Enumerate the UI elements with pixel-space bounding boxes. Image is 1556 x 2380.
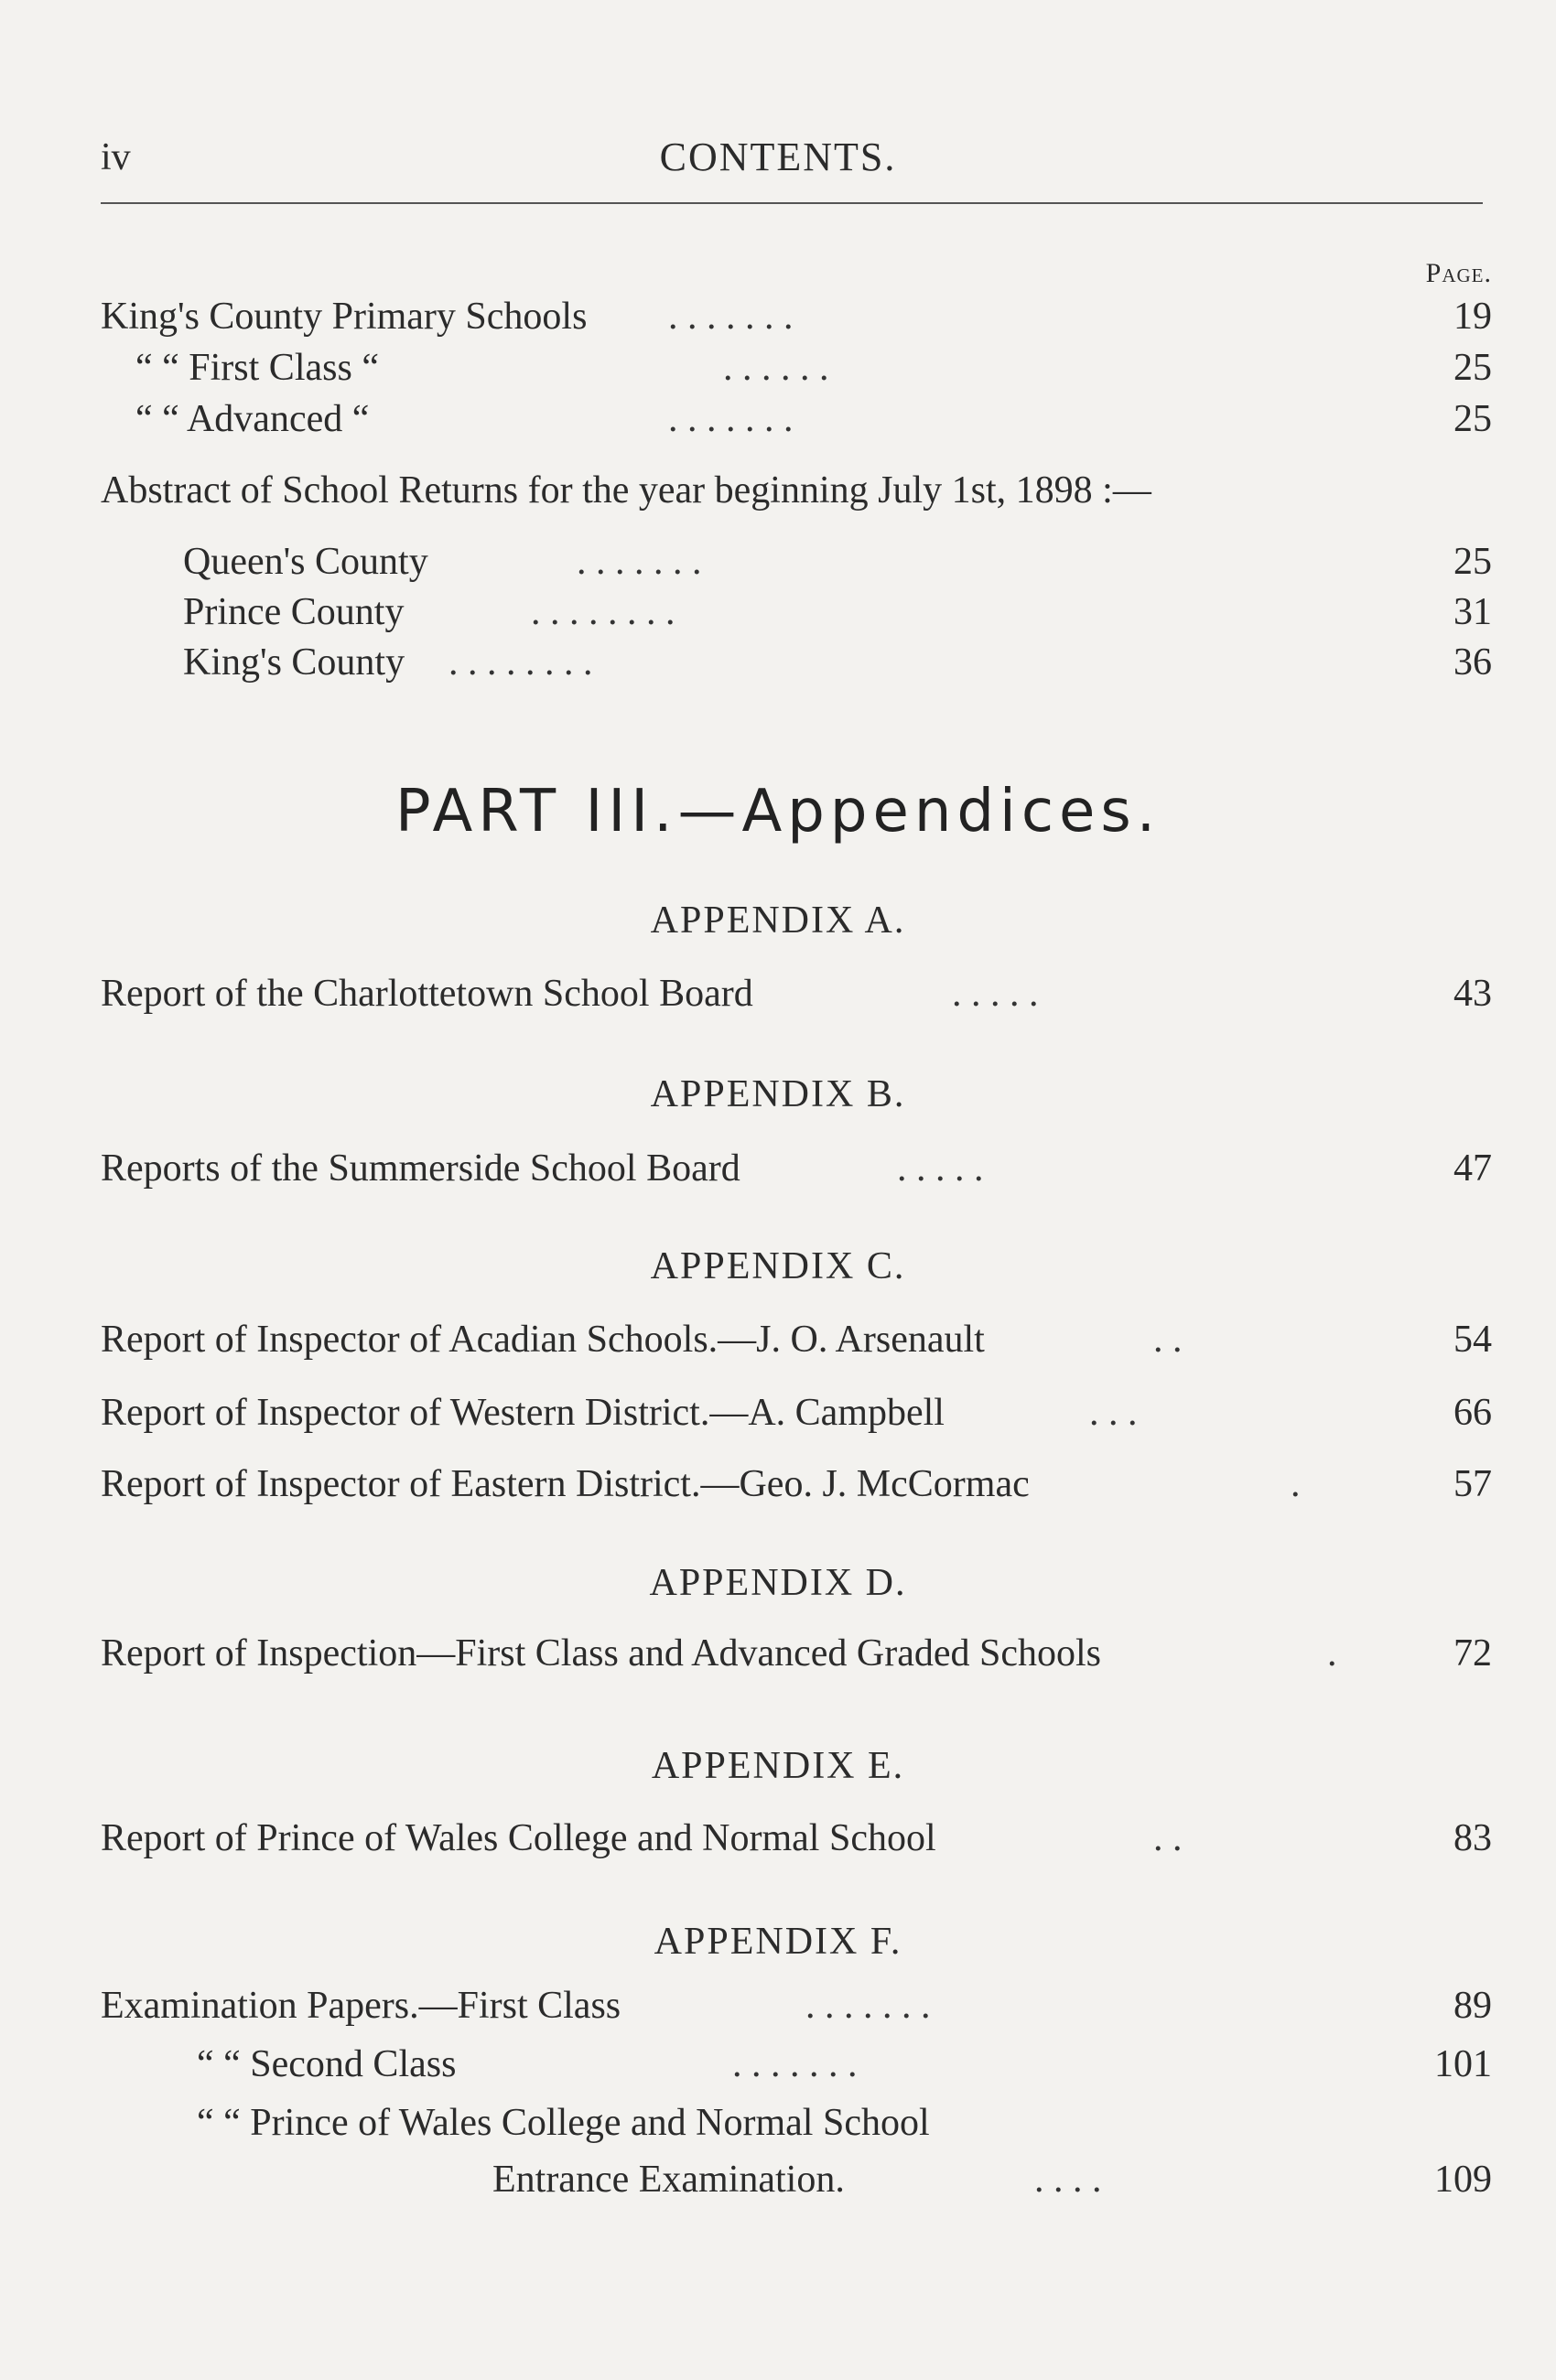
abstract-heading: Abstract of School Returns for the year beginning July 1st, 1898 :—: [101, 469, 1151, 512]
toc-entry-lead: Queen's County: [183, 541, 428, 583]
toc-entry-lead: Reports of the Summerside School Board: [101, 1147, 740, 1190]
toc-leader-dots: . . . . . .: [723, 347, 829, 389]
appendix-heading: APPENDIX B.: [650, 1073, 906, 1115]
toc-leader-dots: . . . . . . .: [577, 541, 702, 583]
toc-leader-dots: .: [1291, 1463, 1301, 1505]
toc-leader-dots: . .: [1153, 1817, 1183, 1859]
toc-entry-lead: “ “ Second Class: [197, 2043, 457, 2085]
appendix-heading: APPENDIX F.: [654, 1921, 902, 1963]
toc-entry-lead: “ “ Prince of Wales College and Normal School: [197, 2102, 930, 2144]
toc-page-number: 101: [1434, 2043, 1492, 2085]
toc-page-number: 25: [1453, 541, 1492, 583]
toc-page-number: 66: [1453, 1392, 1492, 1434]
toc-entry-lead: “ “ Advanced “: [135, 398, 370, 440]
toc-leader-dots: . . . . . . .: [668, 296, 794, 338]
toc-entry-lead: Report of Inspector of Acadian Schools.—J. O. Arsenault: [101, 1319, 985, 1361]
toc-entry-lead: Report of Inspection—First Class and Advanced Graded Schools: [101, 1632, 1101, 1675]
toc-entry-lead: Report of Inspector of Western District.—A. Campbell: [101, 1392, 945, 1434]
toc-leader-dots: . . . . . . .: [732, 2043, 858, 2085]
toc-entry-lead: Prince County: [183, 591, 405, 633]
toc-page-number: 89: [1453, 1985, 1492, 2027]
header-rule: [101, 202, 1483, 204]
toc-page-number: 54: [1453, 1319, 1492, 1361]
toc-page-number: 83: [1453, 1817, 1492, 1859]
toc-page-number: 19: [1453, 296, 1492, 338]
toc-entry-lead: Report of Inspector of Eastern District.—Geo. J. McCormac: [101, 1463, 1030, 1505]
toc-page-number: 72: [1453, 1632, 1492, 1675]
toc-leader-dots: . . . . .: [952, 973, 1039, 1015]
appendix-heading: APPENDIX C.: [650, 1245, 906, 1287]
toc-page-number: 109: [1434, 2159, 1492, 2201]
toc-leader-dots: . . . .: [1034, 2159, 1102, 2201]
toc-entry-lead: Report of the Charlottetown School Board: [101, 973, 753, 1015]
page-title: CONTENTS.: [659, 135, 897, 179]
part-three-title: PART III.—Appendices.: [394, 778, 1162, 845]
toc-page-number: 57: [1453, 1463, 1492, 1505]
appendix-heading: APPENDIX D.: [649, 1562, 907, 1604]
toc-leader-dots: . . . . . . . .: [448, 641, 593, 684]
toc-entry-lead: Examination Papers.—First Class: [101, 1985, 621, 2027]
toc-entry-lead: Entrance Examination.: [492, 2159, 845, 2201]
page-column-label: Page.: [1425, 258, 1492, 288]
toc-leader-dots: . . . . . . .: [668, 398, 794, 440]
appendix-heading: APPENDIX A.: [650, 899, 906, 942]
toc-entry-lead: King's County Primary Schools: [101, 296, 588, 338]
appendix-heading: APPENDIX E.: [651, 1745, 905, 1787]
toc-entry-lead: King's County: [183, 641, 405, 684]
toc-leader-dots: .: [1327, 1632, 1337, 1675]
toc-leader-dots: . . . . .: [897, 1147, 984, 1190]
toc-page-number: 25: [1453, 398, 1492, 440]
toc-page-number: 25: [1453, 347, 1492, 389]
toc-leader-dots: . . .: [1089, 1392, 1138, 1434]
toc-leader-dots: . . . . . . .: [805, 1985, 931, 2027]
toc-entry-lead: “ “ First Class “: [135, 347, 379, 389]
toc-page-number: 36: [1453, 641, 1492, 684]
toc-leader-dots: . . . . . . . .: [531, 591, 675, 633]
page-number: iv: [101, 136, 131, 178]
toc-entry-lead: Report of Prince of Wales College and Normal School: [101, 1817, 936, 1859]
toc-page-number: 43: [1453, 973, 1492, 1015]
toc-page-number: 31: [1453, 591, 1492, 633]
toc-leader-dots: . .: [1153, 1319, 1183, 1361]
toc-page-number: 47: [1453, 1147, 1492, 1190]
